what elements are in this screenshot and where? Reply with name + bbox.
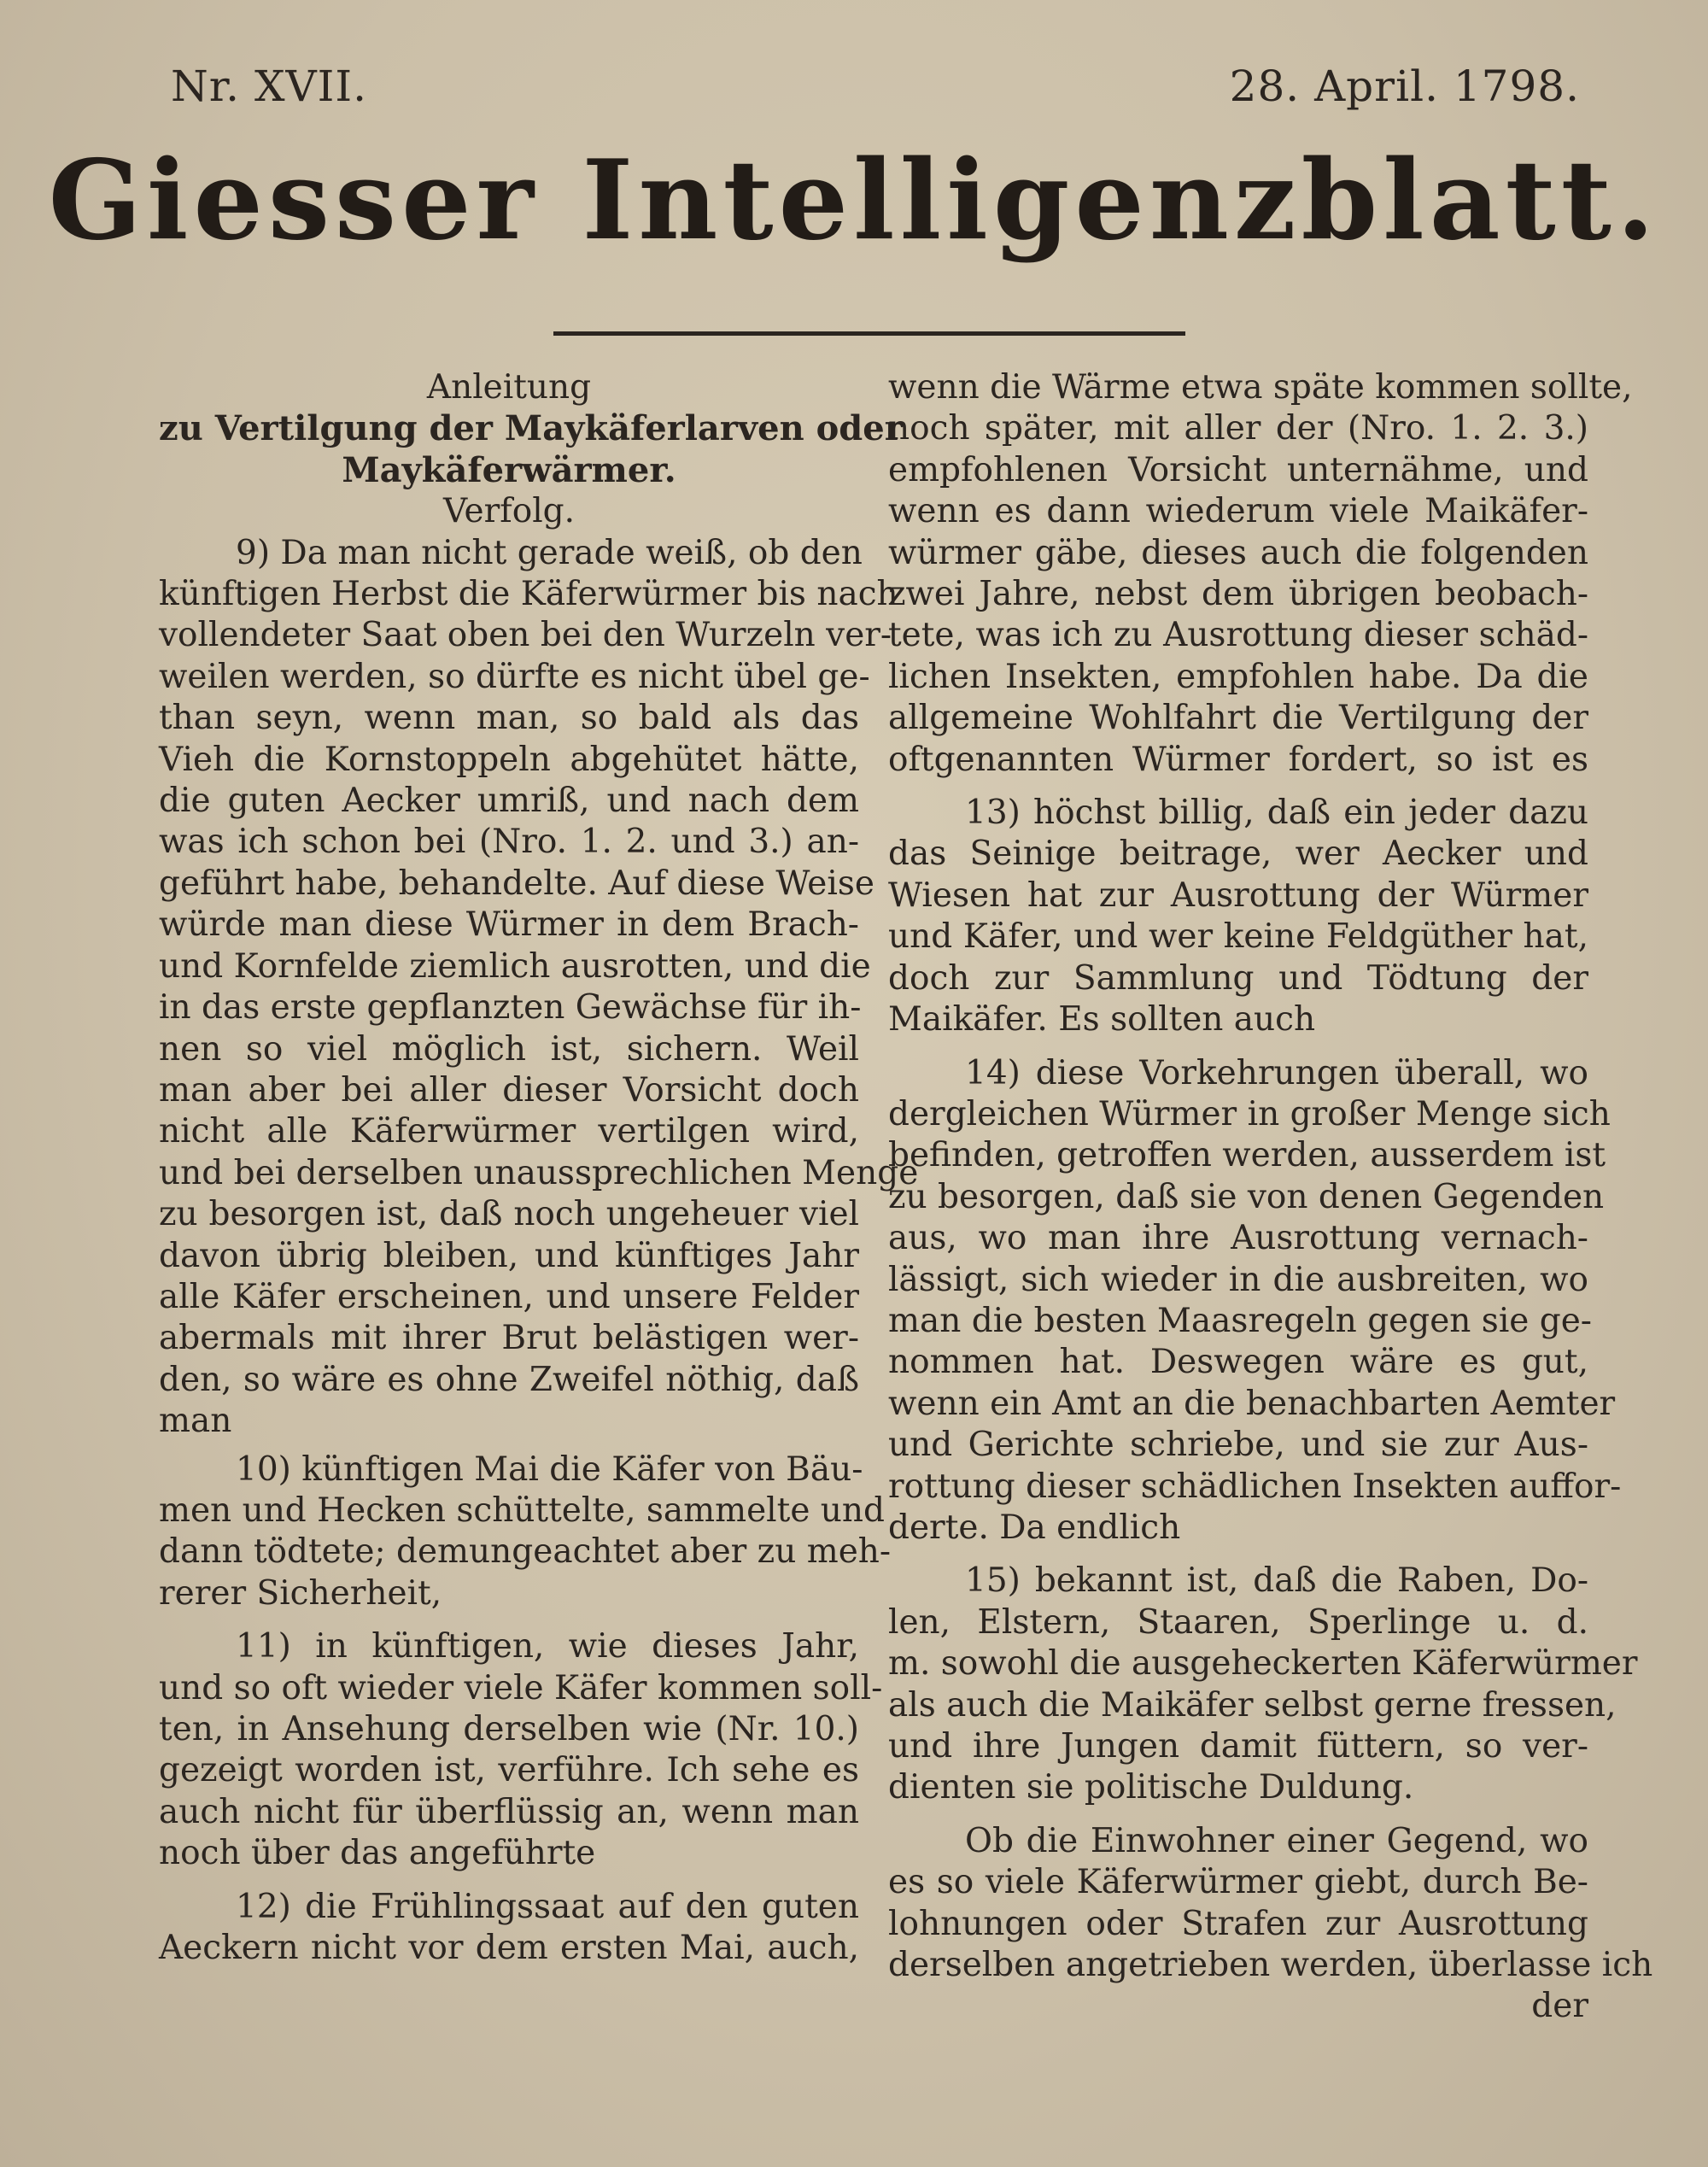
text-line: und bei derselben unaussprechlichen Menge: [159, 1153, 919, 1192]
text-line: len, Elstern, Staaren, Sperlinge u. d.: [888, 1602, 1588, 1642]
text-line: befinden, getroffen werden, ausserdem ist: [888, 1136, 1606, 1175]
text-line: noch später, mit aller der (Nro. 1. 2. 3.): [888, 409, 1588, 448]
article-subheading: Verfolg.: [442, 492, 576, 531]
text-line: was ich schon bei (Nro. 1. 2. und 3.) an-: [159, 823, 859, 862]
text-line: dergleichen Würmer in großer Menge sich: [888, 1094, 1611, 1133]
text-line: als auch die Maikäfer selbst gerne fressen,: [888, 1685, 1617, 1725]
text-line: oftgenannten Würmer fordert, so ist es: [888, 740, 1588, 779]
text-line: Vieh die Kornstoppeln abgehütet hätte,: [159, 740, 859, 779]
text-line: den, so wäre es ohne Zweifel nöthig, daß: [159, 1360, 859, 1399]
text-line: es so viele Käferwürmer giebt, durch Be-: [888, 1863, 1588, 1902]
text-line: die guten Aecker umriß, und nach dem: [159, 782, 859, 821]
article-title: Maykäferwärmer.: [342, 449, 676, 490]
text-line: 12) die Frühlingssaat auf den guten: [236, 1887, 859, 1926]
text-line: Aeckern nicht vor dem ersten Mai, auch,: [159, 1929, 859, 1968]
text-line: wenn die Wärme etwa späte kommen sollte,: [888, 368, 1633, 407]
text-line: doch zur Sammlung und Tödtung der: [888, 958, 1588, 998]
issue-date: 28. April. 1798.: [1229, 61, 1580, 111]
text-line: tete, was ich zu Ausrottung dieser schäd-: [888, 616, 1588, 655]
text-line: geführt habe, behandelte. Auf diese Weise: [159, 864, 874, 903]
masthead-title: Giesser Intelligenzblatt.: [48, 137, 1660, 265]
text-line: aus, wo man ihre Ausrottung vernach-: [888, 1219, 1588, 1258]
text-line: ten, in Ansehung derselben wie (Nr. 10.): [159, 1710, 859, 1748]
text-line: men und Hecken schüttelte, sammelte und: [159, 1491, 886, 1530]
text-line: 10) künftigen Mai die Käfer von Bäu-: [236, 1450, 863, 1489]
masthead-rule: [553, 331, 1185, 336]
text-line: und ihre Jungen damit füttern, so ver-: [888, 1727, 1588, 1766]
text-line: rottung dieser schädlichen Insekten auffor-: [888, 1467, 1622, 1506]
text-line: nommen hat. Deswegen wäre es gut,: [888, 1343, 1588, 1382]
issue-number: Nr. XVII.: [171, 61, 368, 111]
text-line: und Gerichte schriebe, und sie zur Aus-: [888, 1426, 1588, 1465]
text-line: Maikäfer. Es sollten auch: [888, 1000, 1316, 1040]
text-line: in das erste gepflanzten Gewächse für ih-: [159, 988, 862, 1028]
text-line: man die besten Maasregeln gegen sie ge-: [888, 1301, 1592, 1340]
text-line: zu besorgen ist, daß noch ungeheuer viel: [159, 1195, 859, 1234]
text-line: das Seinige beitrage, wer Aecker und: [888, 835, 1588, 874]
left-column: [159, 367, 919, 1969]
text-line: zwei Jahre, nebst dem übrigen beobach-: [888, 575, 1588, 614]
text-line: davon übrig bleiben, und künftiges Jahr: [159, 1236, 859, 1275]
text-line: würde man diese Würmer in dem Brach-: [159, 905, 859, 945]
text-line: lohnungen oder Strafen zur Ausrottung: [888, 1904, 1588, 1943]
text-line: würmer gäbe, dieses auch die folgenden: [888, 533, 1588, 572]
text-line: 13) höchst billig, daß ein jeder dazu: [965, 794, 1588, 833]
text-line: than seyn, wenn man, so bald als das: [159, 699, 859, 738]
text-line: empfohlenen Vorsicht unternähme, und: [888, 450, 1588, 489]
text-line: Wiesen hat zur Ausrottung der Würmer: [888, 876, 1588, 915]
text-line: und Käfer, und wer keine Feldgüther hat,: [888, 917, 1588, 957]
text-line: Ob die Einwohner einer Gegend, wo: [965, 1821, 1588, 1860]
article-title: zu Vertilgung der Maykäferlarven oder: [159, 408, 903, 449]
text-line: und Kornfelde ziemlich ausrotten, und die: [159, 946, 871, 986]
text-line: vollendeter Saat oben bei den Wurzeln ver-: [159, 616, 892, 655]
text-line: zu besorgen, daß sie von denen Gegenden: [888, 1177, 1605, 1216]
text-line: und so oft wieder viele Käfer kommen soll-: [159, 1668, 883, 1707]
text-line: 15) bekannt ist, daß die Raben, Do-: [965, 1561, 1588, 1601]
text-line: noch über das angeführte: [159, 1834, 596, 1873]
text-line: 14) diese Vorkehrungen überall, wo: [965, 1053, 1588, 1092]
article-heading: Anleitung: [426, 368, 592, 407]
text-line: dienten sie politische Duldung.: [888, 1768, 1414, 1807]
text-line: m. sowohl die ausgeheckerten Käferwürmer: [888, 1644, 1638, 1684]
text-line: weilen werden, so dürfte es nicht übel ge-: [159, 657, 870, 696]
text-line: abermals mit ihrer Brut belästigen wer-: [159, 1319, 859, 1358]
text-line: man aber bei aller dieser Vorsicht doch: [159, 1070, 859, 1110]
text-line: gezeigt worden ist, verführe. Ich sehe es: [159, 1751, 859, 1790]
text-line: 11) in künftigen, wie dieses Jahr,: [236, 1627, 859, 1666]
text-line: nicht alle Käferwürmer vertilgen wird,: [159, 1112, 859, 1151]
text-line: nen so viel möglich ist, sichern. Weil: [159, 1029, 859, 1069]
text-line: 9) Da man nicht gerade weiß, ob den: [236, 533, 863, 572]
text-line: wenn ein Amt an die benachbarten Aemter: [888, 1384, 1616, 1423]
text-line: rerer Sicherheit,: [159, 1573, 442, 1613]
text-line: man: [159, 1402, 232, 1441]
text-line: lichen Insekten, empfohlen habe. Da die: [888, 657, 1588, 696]
text-line: allgemeine Wohlfahrt die Vertilgung der: [888, 699, 1588, 738]
text-line: künftigen Herbst die Käferwürmer bis nach: [159, 575, 898, 614]
text-line: auch nicht für überflüssig an, wenn man: [159, 1792, 859, 1831]
text-line: alle Käfer erscheinen, und unsere Felder: [159, 1277, 859, 1316]
text-line: dann tödtete; demungeachtet aber zu meh-: [159, 1532, 892, 1572]
text-line: wenn es dann wiederum viele Maikäfer-: [888, 492, 1588, 531]
text-line: derte. Da endlich: [888, 1508, 1181, 1547]
catchword: der: [1531, 1987, 1588, 2026]
text-line: derselben angetrieben werden, überlasse ich: [888, 1946, 1653, 1985]
text-line: lässigt, sich wieder in die ausbreiten, wo: [888, 1260, 1588, 1299]
right-column: [888, 367, 1653, 2028]
